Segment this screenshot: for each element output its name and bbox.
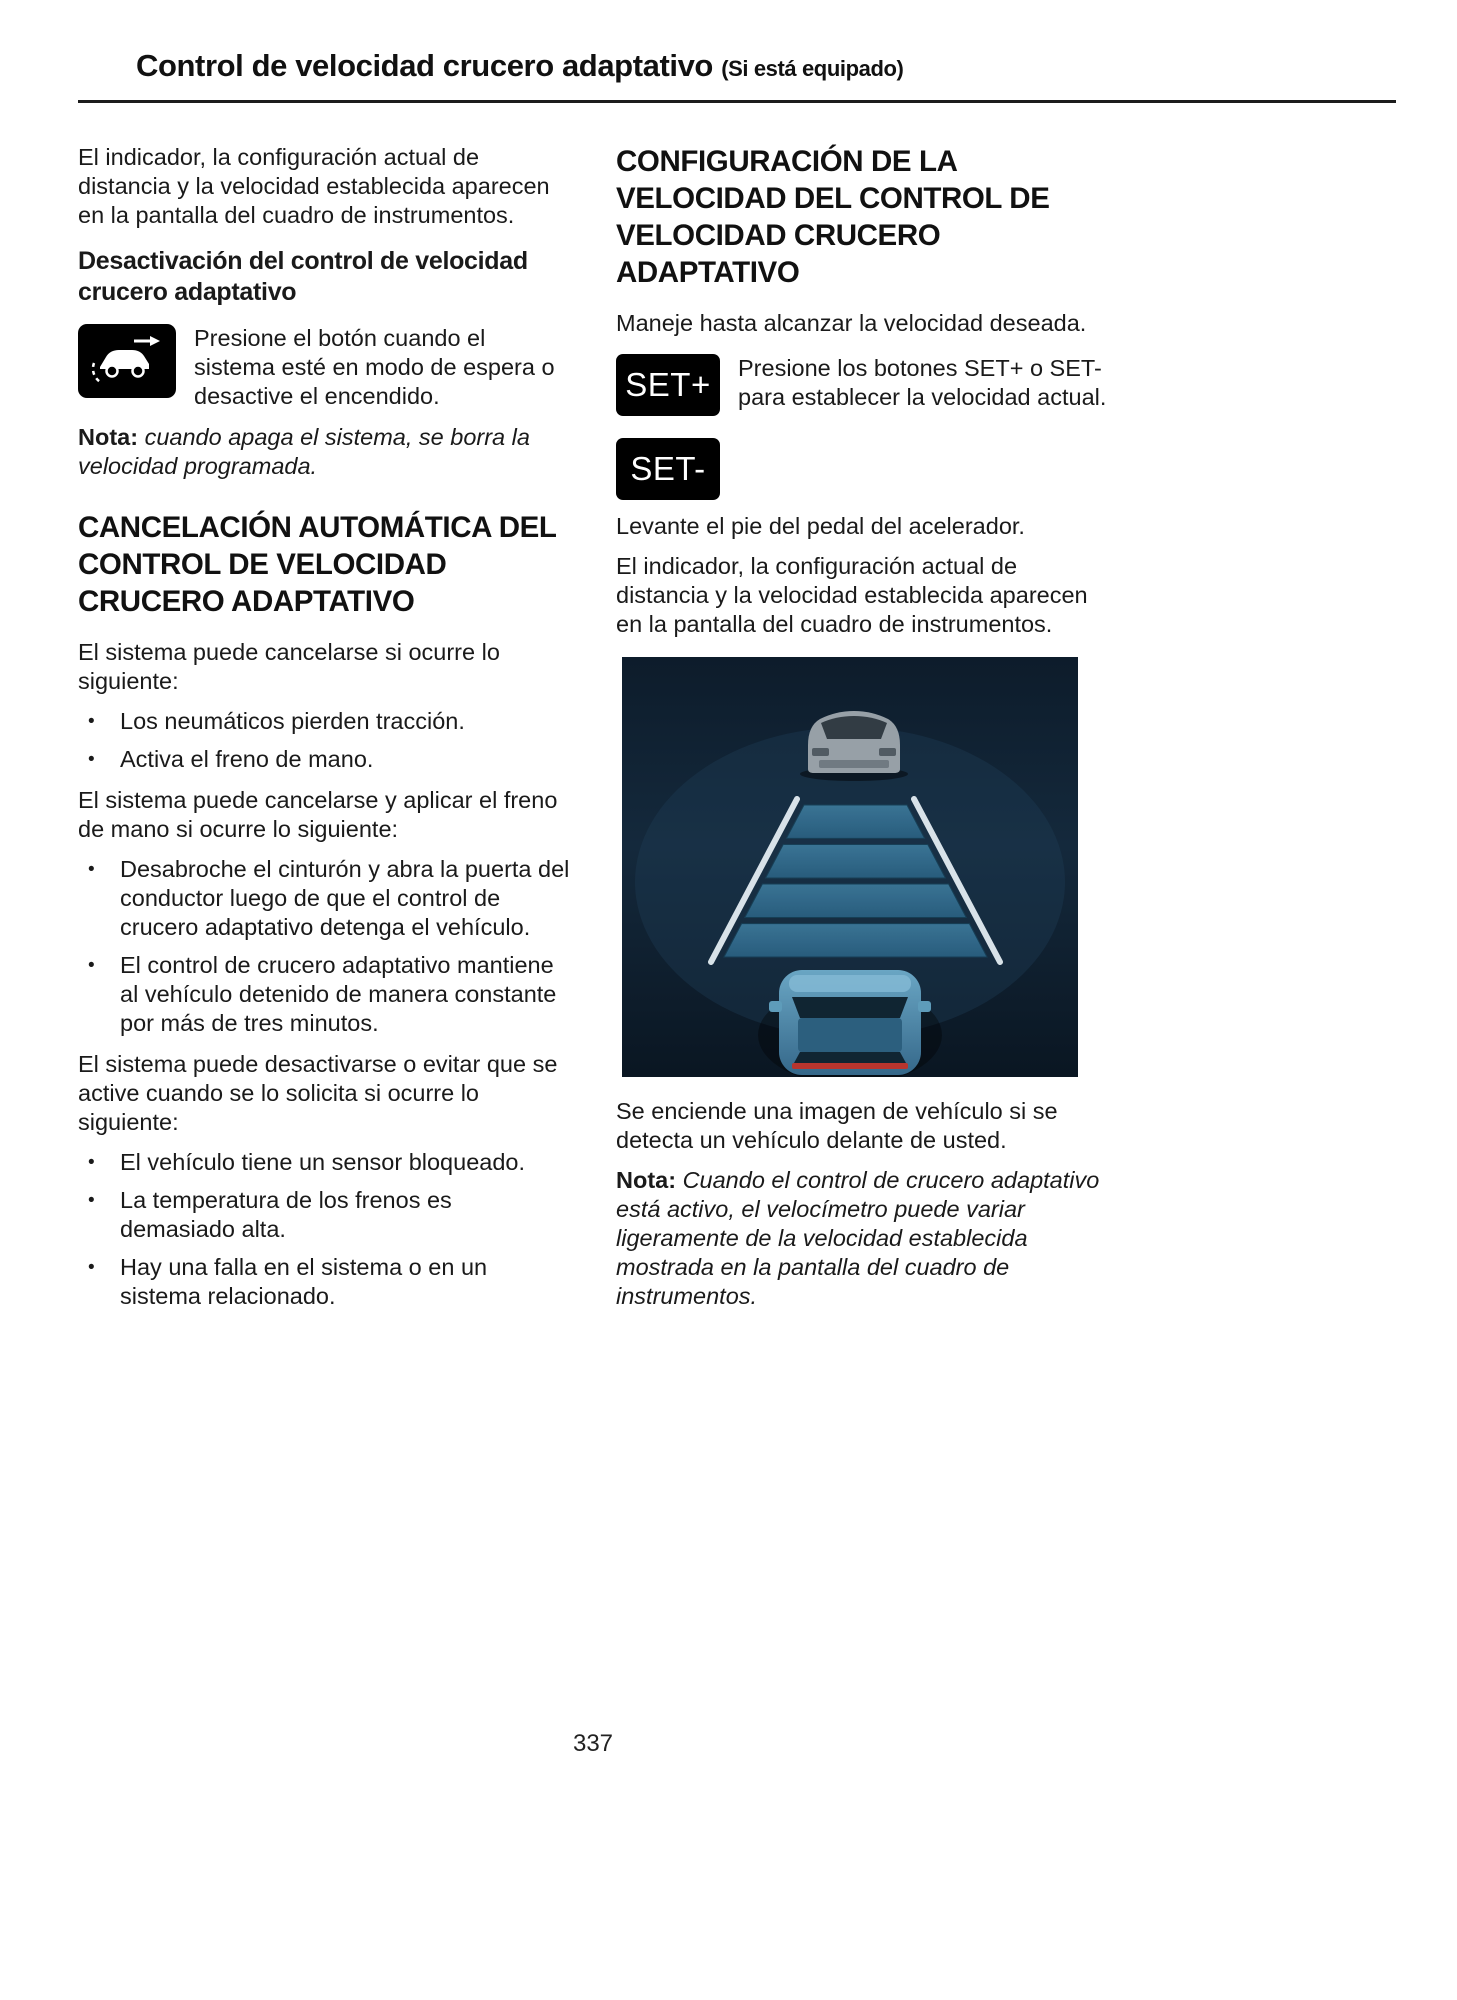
heading-deactivation: Desactivación del control de velocidad crucero adaptativo [78,247,528,306]
list-item: • El vehículo tiene un sensor bloqueado. [78,1148,570,1177]
paragraph-acc-off: Presione el botón cuando el sistema esté en modo de espera o desactive el encendido. [194,325,555,409]
bullet-icon: • [88,955,95,976]
cancel-conditions-list [78,707,570,774]
page-header [78,48,1397,103]
own-vehicle-icon [758,970,942,1077]
paragraph-indicator-display: El indicador, la configuración actual de distancia y la velocidad establecida aparecen en la pantalla del cuadro de instrumentos. [78,144,550,228]
right-column [616,143,1108,1325]
deactivate-conditions-list [78,1148,570,1311]
list-item: • Los neumáticos pierden tracción. [78,707,570,736]
bullet-icon: • [88,1257,95,1278]
page-title-suffix: (Si está equipado) [721,56,904,81]
set-plus-button-icon: SET+ [616,354,720,416]
list-item: • Hay una falla en el sistema o en un sistema relacionado. [78,1253,570,1311]
bullet-icon: • [88,1152,95,1173]
bullet-icon: • [88,711,95,732]
adaptive-cruise-detection-illustration [622,657,1078,1077]
note-speedometer-variation [616,1166,1108,1311]
cancel-brake-conditions-list [78,855,570,1038]
header-divider [78,100,1396,103]
adaptive-cruise-off-icon [78,324,176,398]
page-number: 337 [572,1730,614,1757]
note-label: Nota: [616,1167,677,1193]
paragraph-vehicle-image-lights: Se enciende una imagen de vehículo si se detecta un vehículo delante de usted. [616,1098,1058,1153]
list-item: • La temperatura de los frenos es demasiado alta. [78,1186,570,1244]
left-column [78,143,570,1325]
bullet-icon: • [88,1190,95,1211]
paragraph-cancel-intro: El sistema puede cancelarse si ocurre lo siguiente: [78,639,500,694]
set-minus-button-icon: SET- [616,438,720,500]
set-buttons-stack [616,354,720,500]
paragraph-cancel-brake-intro: El sistema puede cancelarse y aplicar el freno de mano si ocurre lo siguiente: [78,787,558,842]
page-footer [78,1730,1108,1758]
two-column-layout [78,143,1108,1325]
note-label: Nota: [78,424,139,450]
paragraph-lift-foot: Levante el pie del pedal del acelerador. [616,513,1025,539]
bullet-icon: • [88,859,95,880]
heading-automatic-cancellation: CANCELACIÓN AUTOMÁTICA DEL CONTROL DE VELOCIDAD CRUCERO ADAPTATIVO [78,511,556,618]
note-erase-speed [78,423,570,481]
set-buttons-row [616,354,1108,500]
note-text: Cuando el control de crucero adaptativo está activo, el velocímetro puede variar ligeramente de la velocidad establecida mostrada en la pantalla del cuadro de instrumentos. [616,1167,1100,1309]
paragraph-set-buttons: Presione los botones SET+ o SET- para establecer la velocidad actual. [738,355,1107,410]
paragraph-deactivate-intro: El sistema puede desactivarse o evitar que se active cuando se lo solicita si ocurre lo siguiente: [78,1051,558,1135]
page-title [136,48,1397,84]
acc-off-row [78,324,570,411]
list-item: • Activa el freno de mano. [78,745,570,774]
note-text: cuando apaga el sistema, se borra la velocidad programada. [78,424,530,479]
paragraph-drive-to-speed: Maneje hasta alcanzar la velocidad deseada. [616,310,1087,336]
bullet-icon: • [88,749,95,770]
list-item: • El control de crucero adaptativo mantiene al vehículo detenido de manera constante por más de tres minutos. [78,951,570,1038]
list-item: • Desabroche el cinturón y abra la puerta del conductor luego de que el control de crucero adaptativo detenga el vehículo. [78,855,570,942]
page-title-text: Control de velocidad crucero adaptativo [136,48,713,83]
paragraph-indicator-display-2: El indicador, la configuración actual de distancia y la velocidad establecida aparecen en la pantalla del cuadro de instrumentos. [616,553,1088,637]
heading-speed-configuration: CONFIGURACIÓN DE LA VELOCIDAD DEL CONTROL DE VELOCIDAD CRUCERO ADAPTATIVO [616,145,1050,289]
